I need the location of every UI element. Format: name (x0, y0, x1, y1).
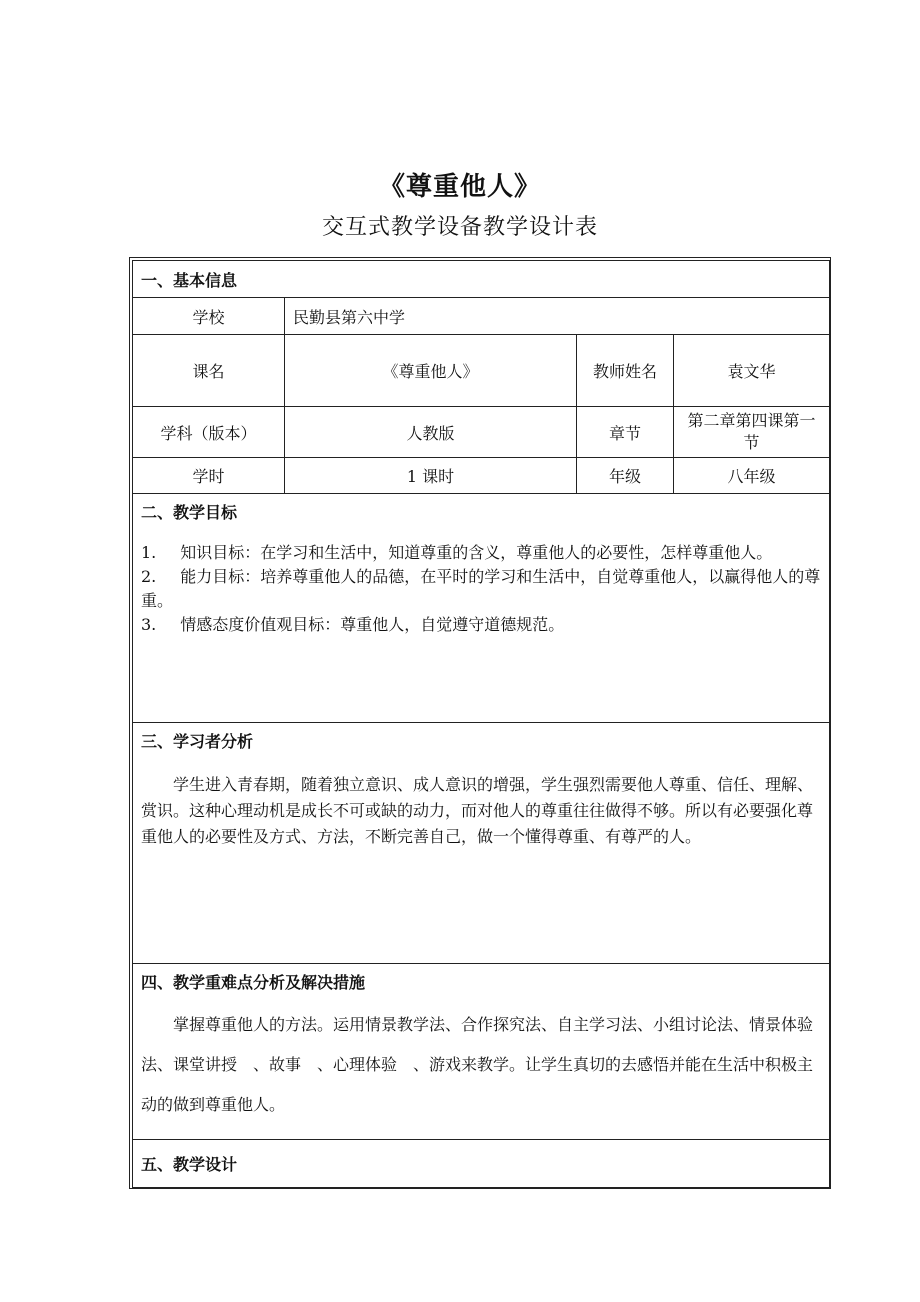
goal-text: 情感态度价值观目标：尊重他人，自觉遵守道德规范。 (180, 615, 565, 634)
goal-item-3 (141, 613, 821, 637)
info-row-subject (133, 407, 830, 458)
keypoints-text: 掌握尊重他人的方法。运用情景教学法、合作探究法、自主学习法、小组讨论法、情景体验法、课堂讲授 、故事 、心理体验 、游戏来教学。让学生真切的去感悟并能在生活中积极主动的做到尊重他人。 (141, 1015, 814, 1114)
school-value: 民勤县第六中学 (285, 298, 830, 335)
section-heading-learners: 三、学习者分析 (141, 732, 254, 751)
teacher-value: 袁文华 (674, 335, 830, 407)
hours-value: 1 课时 (285, 458, 577, 494)
document-subtitle: 交互式教学设备教学设计表 (321, 215, 598, 240)
design-table (132, 260, 830, 1188)
info-row-school (133, 298, 830, 335)
section-keypoints (133, 964, 830, 1140)
section-heading-goals: 二、教学目标 (141, 503, 238, 522)
section-heading-basic: 一、基本信息 (133, 261, 830, 298)
subject-value: 人教版 (285, 407, 577, 458)
section-goals (133, 494, 830, 723)
goal-item-1 (141, 541, 821, 565)
teacher-label: 教师姓名 (577, 335, 674, 407)
goal-item-2 (141, 565, 821, 613)
course-label: 课名 (133, 335, 285, 407)
learner-analysis-text: 学生进入青春期，随着独立意识、成人意识的增强，学生强烈需要他人尊重、信任、理解、赏识。这种心理动机是成长不可或缺的动力，而对他人的尊重往往做得不够。所以有必要强化尊重他人的必要性及方式、方法，不断完善自己，做一个懂得尊重、有尊严的人。 (141, 775, 814, 846)
goals-cell (133, 494, 830, 723)
section-heading-design: 五、教学设计 (133, 1140, 830, 1188)
section-heading-keypoints: 四、教学重难点分析及解决措施 (141, 973, 366, 992)
goal-text: 能力目标：培养尊重他人的品德，在平时的学习和生活中，自觉尊重他人，以赢得他人的尊重。 (141, 567, 821, 610)
chapter-label: 章节 (577, 407, 674, 458)
school-label: 学校 (133, 298, 285, 335)
goal-number: 1. (141, 543, 157, 562)
info-row-course (133, 335, 830, 407)
goal-number: 3. (141, 615, 157, 634)
goal-number: 2. (141, 567, 157, 586)
section-learners (133, 723, 830, 964)
section-row-design (133, 1140, 830, 1188)
goal-text: 知识目标：在学习和生活中，知道尊重的含义，尊重他人的必要性，怎样尊重他人。 (180, 543, 773, 562)
keypoints-cell (133, 964, 830, 1140)
course-value: 《尊重他人》 (285, 335, 577, 407)
chapter-value: 第二章第四课第一节 (674, 407, 830, 458)
hours-label: 学时 (133, 458, 285, 494)
document-title: 《尊重他人》 (378, 172, 541, 202)
grade-label: 年级 (577, 458, 674, 494)
subject-label: 学科（版本） (133, 407, 285, 458)
section-row-basic (133, 261, 830, 298)
grade-value: 八年级 (674, 458, 830, 494)
learners-cell (133, 723, 830, 964)
info-row-hours (133, 458, 830, 494)
